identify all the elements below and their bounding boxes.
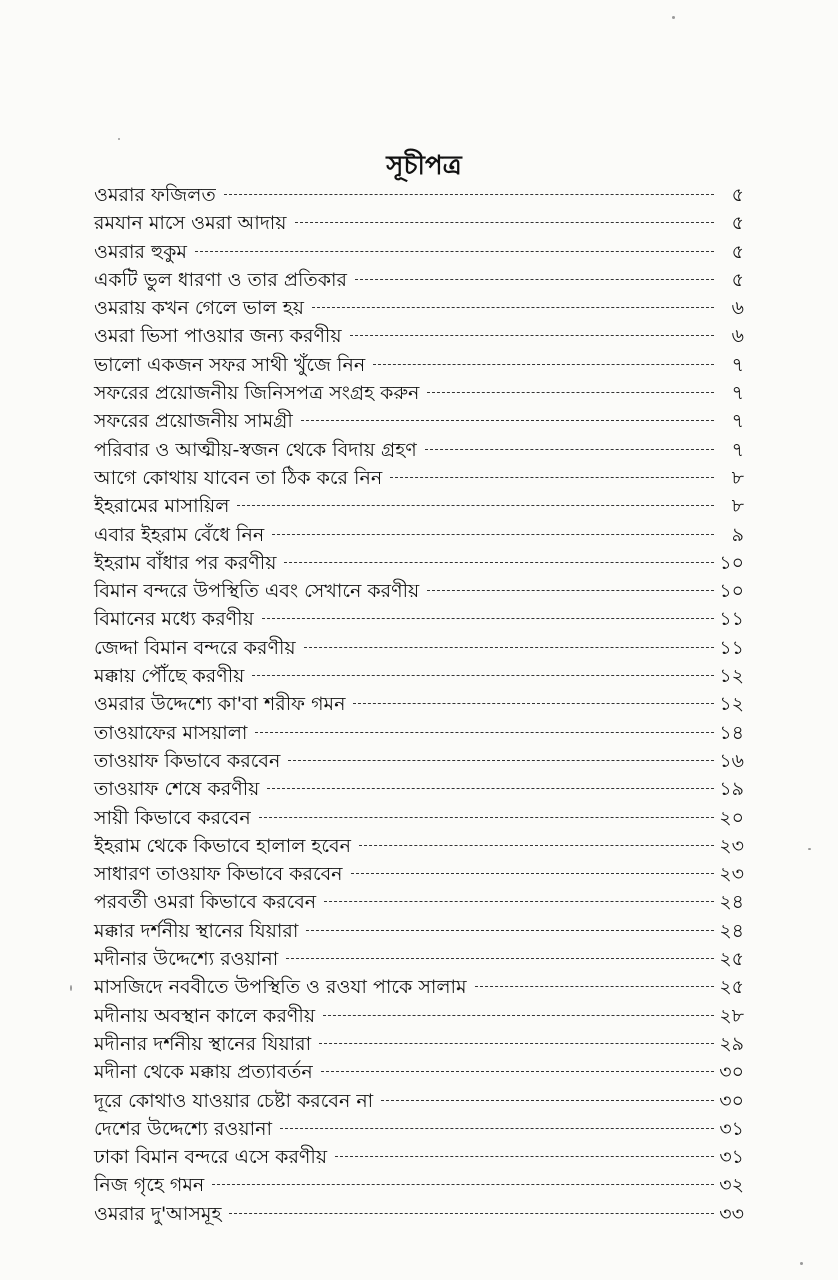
toc-entry-title: মাসজিদে নববীতে উপস্থিতি ও রওযা পাকে সালাম [94, 976, 467, 999]
toc-entry [94, 322, 744, 350]
toc-entry [94, 719, 744, 747]
paper-speck [808, 848, 811, 850]
toc-entry-title: ইহরাম থেকে কিভাবে হালাল হবেন [94, 834, 351, 857]
dotted-leader [381, 1100, 714, 1101]
toc-entry-page-number: ২৪ [719, 919, 744, 942]
toc-entry-page-number: ৩৩ [719, 1202, 744, 1225]
toc-list [94, 181, 744, 1228]
toc-entry-title: সাধারণ তাওয়াফ কিভাবে করবেন [94, 863, 343, 886]
toc-entry-title: মক্কায় পৌঁছে করণীয় [94, 665, 245, 688]
toc-entry-title: তাওয়াফ শেষে করণীয় [94, 778, 260, 801]
toc-entry [94, 860, 744, 888]
toc-entry-page-number: ৯ [731, 523, 744, 546]
dotted-leader [350, 335, 714, 336]
toc-entry [94, 605, 744, 633]
toc-entry-title: সায়ী কিভাবে করবেন [94, 806, 251, 829]
toc-entry-page-number: ৭ [731, 410, 744, 433]
dotted-leader [304, 647, 714, 648]
toc-entry-title: তাওয়াফের মাসয়ালা [94, 721, 248, 744]
toc-entry-title: ওমরার দু'আসমূহ [94, 1202, 222, 1225]
dotted-leader [359, 845, 714, 846]
toc-entry-title: ইহরাম বাঁধার পর করণীয় [94, 551, 277, 574]
toc-entry-title: রমযান মাসে ওমরা আদায় [94, 212, 287, 235]
toc-entry [94, 917, 744, 945]
toc-entry-title: আগে কোথায় যাবেন তা ঠিক করে নিন [94, 466, 383, 489]
toc-entry [94, 1115, 744, 1143]
toc-entry [94, 690, 744, 718]
toc-entry-page-number: ৬ [731, 297, 744, 320]
toc-entry-page-number: ১২ [719, 665, 744, 688]
dotted-leader [390, 477, 714, 478]
dotted-leader [267, 788, 714, 789]
toc-entry [94, 436, 744, 464]
dotted-leader [255, 732, 714, 733]
toc-title: সূচীপত্র [386, 151, 462, 181]
dotted-leader [295, 222, 714, 223]
toc-entry-page-number: ৭ [731, 438, 744, 461]
toc-entry-page-number: ৩০ [719, 1089, 744, 1112]
toc-entry-page-number: ২৫ [719, 976, 744, 999]
toc-entry [94, 747, 744, 775]
toc-entry-page-number: ৬ [731, 325, 744, 348]
dotted-leader [324, 901, 714, 902]
dotted-leader [195, 251, 714, 252]
toc-entry-page-number: ২৪ [719, 891, 744, 914]
toc-entry-page-number: ২৫ [719, 948, 744, 971]
toc-entry-title: বিমান বন্দরে উপস্থিতি এবং সেখানে করণীয় [94, 580, 420, 603]
dotted-leader [286, 958, 714, 959]
toc-entry-page-number: ৭ [731, 353, 744, 376]
dotted-leader [272, 534, 714, 535]
dotted-leader [319, 1043, 714, 1044]
toc-entry-title: সফরের প্রয়োজনীয় জিনিসপত্র সংগ্রহ করুন [94, 382, 420, 405]
paper-speck [672, 16, 675, 19]
toc-entry [94, 1030, 744, 1058]
toc-entry [94, 492, 744, 520]
toc-entry [94, 181, 744, 209]
dotted-leader [427, 590, 714, 591]
toc-entry-title: একটি ভুল ধারণা ও তার প্রতিকার [94, 268, 347, 291]
toc-entry-title: ওমরার হুকুম [94, 240, 187, 263]
toc-entry [94, 832, 744, 860]
toc-entry-title: তাওয়াফ কিভাবে করবেন [94, 749, 281, 772]
toc-entry-title: দেশের উদ্দেশ্যে রওয়ানা [94, 1117, 272, 1140]
toc-entry [94, 1143, 744, 1171]
toc-entry-title: ঢাকা বিমান বন্দরে এসে করণীয় [94, 1146, 328, 1169]
toc-entry-page-number: ১১ [719, 636, 744, 659]
toc-entry-page-number: ১২ [719, 693, 744, 716]
toc-entry [94, 634, 744, 662]
toc-entry-title: মক্কার দর্শনীয় স্থানের যিয়ারা [94, 919, 299, 942]
toc-entry [94, 662, 744, 690]
toc-entry-title: ভালো একজন সফর সাথী খুঁজে নিন [94, 353, 366, 376]
toc-entry-page-number: ২৯ [719, 1032, 744, 1055]
toc-entry-title: মদীনা থেকে মক্কায় প্রত্যাবর্তন [94, 1061, 313, 1084]
toc-entry-title: সফরের প্রয়োজনীয় সামগ্রী [94, 410, 293, 433]
toc-entry-title: এবার ইহরাম বেঁধে নিন [94, 523, 265, 546]
toc-entry [94, 973, 744, 1001]
toc-entry-title: পরবর্তী ওমরা কিভাবে করবেন [94, 891, 317, 914]
dotted-leader [425, 449, 714, 450]
toc-entry-title: নিজ গৃহে গমন [94, 1174, 205, 1197]
toc-entry [94, 1171, 744, 1199]
dotted-leader [475, 986, 714, 987]
toc-entry-title: মদীনার উদ্দেশ্যে রওয়ানা [94, 948, 279, 971]
toc-entry-page-number: ৮ [731, 466, 744, 489]
toc-entry-page-number: ৩০ [719, 1061, 744, 1084]
toc-entry-page-number: ১১ [719, 608, 744, 631]
dotted-leader [237, 505, 714, 506]
toc-entry-title: পরিবার ও আত্মীয়-স্বজন থেকে বিদায় গ্রহণ [94, 438, 417, 461]
toc-entry-page-number: ১৬ [719, 749, 744, 772]
toc-entry-page-number: ৫ [731, 240, 744, 263]
toc-entry-page-number: ৫ [731, 212, 744, 235]
toc-entry [94, 1200, 744, 1228]
dotted-leader [284, 562, 714, 563]
toc-entry-page-number: ৩২ [719, 1174, 744, 1197]
dotted-leader [252, 675, 714, 676]
toc-entry-title: মদীনার দর্শনীয় স্থানের যিয়ারা [94, 1032, 312, 1055]
dotted-leader [212, 1184, 714, 1185]
toc-entry-title: জেদ্দা বিমান বন্দরে করণীয় [94, 636, 296, 659]
toc-entry-title: বিমানের মধ্যে করণীয় [94, 608, 254, 631]
toc-entry [94, 888, 744, 916]
dotted-leader [373, 364, 714, 365]
dotted-leader [427, 392, 714, 393]
paper-speck [118, 138, 120, 140]
toc-entry-title: ওমরায় কখন গেলে ভাল হয় [94, 297, 304, 320]
toc-entry [94, 294, 744, 322]
dotted-leader [353, 703, 714, 704]
dotted-leader [288, 760, 714, 761]
toc-entry-page-number: ১০ [719, 551, 744, 574]
dotted-leader [229, 1213, 714, 1214]
toc-entry [94, 209, 744, 237]
toc-entry-page-number: ১৪ [719, 721, 744, 744]
toc-entry-page-number: ৫ [731, 268, 744, 291]
toc-entry-title: ইহরামের মাসায়িল [94, 495, 230, 518]
dotted-leader [335, 1156, 714, 1157]
toc-entry-page-number: ৭ [731, 382, 744, 405]
toc-entry-page-number: ২৮ [719, 1004, 744, 1027]
toc-entry-title: ওমরার ফজিলত [94, 184, 216, 206]
dotted-leader [306, 930, 714, 931]
paper-speck [800, 1262, 803, 1265]
toc-entry [94, 379, 744, 407]
toc-entry-page-number: ৫ [731, 184, 744, 206]
toc-entry-page-number: ৮ [731, 495, 744, 518]
toc-entry [94, 945, 744, 973]
toc-entry-page-number: ২০ [719, 806, 744, 829]
toc-entry [94, 407, 744, 435]
dotted-leader [262, 618, 714, 619]
toc-entry [94, 804, 744, 832]
toc-entry-page-number: ২৩ [719, 863, 744, 886]
toc-entry [94, 238, 744, 266]
toc-entry-page-number: ১৯ [719, 778, 744, 801]
dotted-leader [224, 194, 714, 195]
toc-entry [94, 1087, 744, 1115]
toc-entry-title: দূরে কোথাও যাওয়ার চেষ্টা করবেন না [94, 1089, 374, 1112]
toc-entry-title: ওমরা ভিসা পাওয়ার জন্য করণীয় [94, 325, 342, 348]
toc-entry [94, 464, 744, 492]
toc-entry-page-number: ২৩ [719, 834, 744, 857]
dotted-leader [312, 307, 714, 308]
dotted-leader [351, 873, 714, 874]
toc-entry [94, 521, 744, 549]
toc-entry [94, 775, 744, 803]
toc-entry [94, 549, 744, 577]
dotted-leader [280, 1128, 714, 1129]
toc-entry-page-number: ৩১ [719, 1146, 744, 1169]
toc-entry [94, 1002, 744, 1030]
toc-entry [94, 1058, 744, 1086]
toc-entry [94, 351, 744, 379]
toc-entry [94, 577, 744, 605]
dotted-leader [259, 817, 714, 818]
toc-entry-title: ওমরার উদ্দেশ্যে কা'বা শরীফ গমন [94, 693, 346, 716]
toc-entry-page-number: ১০ [719, 580, 744, 603]
dotted-leader [301, 420, 714, 421]
dotted-leader [355, 279, 714, 280]
dotted-leader [321, 1071, 714, 1072]
paper-speck [70, 985, 72, 991]
dotted-leader [323, 1015, 714, 1016]
toc-entry [94, 266, 744, 294]
toc-entry-title: মদীনায় অবস্থান কালে করণীয় [94, 1004, 316, 1027]
toc-entry-page-number: ৩১ [719, 1117, 744, 1140]
